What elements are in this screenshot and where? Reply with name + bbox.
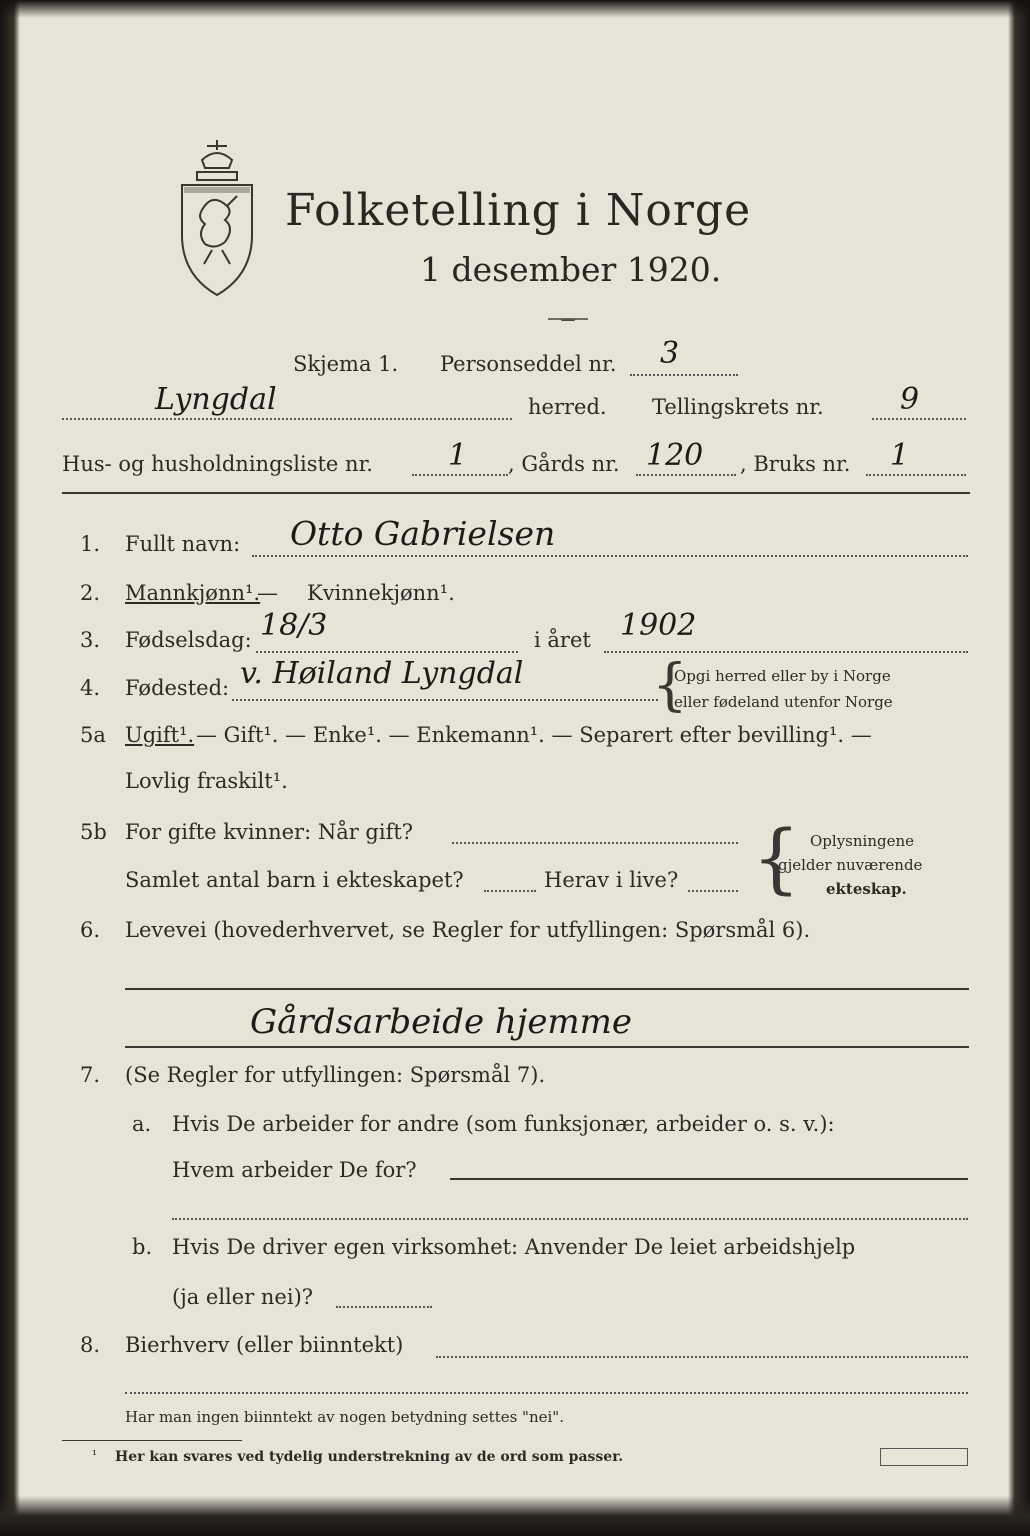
tellingskrets-value[interactable]: 9 <box>900 382 920 417</box>
personseddel-label: Personseddel nr. <box>440 352 617 376</box>
q7a-line-2[interactable] <box>172 1218 968 1220</box>
q7a-label-2: Hvem arbeider De for? <box>172 1158 417 1182</box>
gards-line <box>636 474 736 476</box>
hus-line <box>412 474 508 476</box>
gender-separator: — <box>257 581 278 605</box>
q5b-brace: { <box>752 813 801 902</box>
full-name-value[interactable]: Otto Gabrielsen <box>290 514 556 553</box>
footnote-rule <box>62 1440 242 1441</box>
gards-value[interactable]: 120 <box>646 438 704 473</box>
q2-number: 2. <box>80 581 101 605</box>
bruks-label: , Bruks nr. <box>740 452 851 476</box>
gards-label: , Gårds nr. <box>508 452 620 476</box>
q5b-label-children: Samlet antal barn i ekteskapet? <box>125 868 464 892</box>
footnote-text: Her kan svares ved tydelig understrekning av de ord som passer. <box>115 1449 624 1465</box>
birthplace-value[interactable]: v. Høiland Lyngdal <box>240 656 524 691</box>
bruks-line <box>866 474 966 476</box>
q5b-label-married: For gifte kvinner: Når gift? <box>125 820 414 844</box>
q5b-note-3: ekteskap. <box>826 880 907 898</box>
personseddel-line <box>630 374 738 376</box>
q1-line <box>252 555 968 557</box>
q8-line[interactable] <box>436 1356 968 1358</box>
q7a-letter: a. <box>132 1112 152 1136</box>
q6-line-2 <box>125 1046 969 1048</box>
q7a-line-1[interactable] <box>450 1178 968 1180</box>
q4-line <box>232 699 658 701</box>
q1-label: Fullt navn: <box>125 532 241 556</box>
scan-edge-left <box>0 0 20 1536</box>
q5b-number: 5b <box>80 820 107 844</box>
header-divider <box>62 492 970 494</box>
ornament-divider-icon <box>538 317 598 321</box>
q1-number: 1. <box>80 532 101 556</box>
form-subtitle: 1 desember 1920. <box>420 250 722 289</box>
q4-note-1: Opgi herred eller by i Norge <box>674 667 891 685</box>
q7-number: 7. <box>80 1063 101 1087</box>
norwegian-coat-of-arms-icon <box>172 140 262 300</box>
printer-stamp <box>880 1448 968 1466</box>
q8-label: Bierhverv (eller biinntekt) <box>125 1333 404 1357</box>
marital-other-options[interactable]: — Gift¹. — Enke¹. — Enkemann¹. — Separert efter bevilling¹. — <box>196 723 872 747</box>
herred-value[interactable]: Lyngdal <box>155 382 277 417</box>
form-title: Folketelling i Norge <box>285 185 752 236</box>
q5b-children-line <box>484 890 536 892</box>
q3-line <box>256 651 518 653</box>
q4-label: Fødested: <box>125 676 230 700</box>
q5b-label-alive: Herav i live? <box>544 868 679 892</box>
q3-number: 3. <box>80 628 101 652</box>
q3-label: Fødselsdag: <box>125 628 252 652</box>
q5b-note-2: gjelder nuværende <box>778 856 923 874</box>
skjema-label: Skjema 1. <box>293 352 399 376</box>
occupation-value[interactable]: Gårdsarbeide hjemme <box>250 1002 633 1042</box>
footnote-number: ¹ <box>92 1448 97 1462</box>
marital-unmarried-option[interactable]: Ugift¹. <box>125 723 195 747</box>
q5b-note-1: Oplysningene <box>810 832 915 850</box>
tellingskrets-label: Tellingskrets nr. <box>652 395 824 419</box>
q8-line-2[interactable] <box>125 1392 968 1394</box>
q4-number: 4. <box>80 676 101 700</box>
q7b-label-2: (ja eller nei)? <box>172 1285 314 1309</box>
q6-number: 6. <box>80 918 101 942</box>
scan-edge-right <box>1008 0 1030 1536</box>
hus-label: Hus- og husholdningsliste nr. <box>62 452 373 476</box>
birth-year-value[interactable]: 1902 <box>620 608 697 643</box>
personseddel-value[interactable]: 3 <box>660 336 680 371</box>
bruks-value[interactable]: 1 <box>890 438 910 473</box>
q4-brace: { <box>652 653 688 718</box>
herred-label: herred. <box>528 395 607 419</box>
q6-label: Levevei (hovederhvervet, se Regler for utfyllingen: Spørsmål 6). <box>125 918 811 942</box>
q5a-number: 5a <box>80 723 106 747</box>
q5b-married-line <box>452 842 738 844</box>
q6-line-1 <box>125 988 969 990</box>
q7b-letter: b. <box>132 1235 153 1259</box>
scan-edge-bottom <box>0 1496 1030 1536</box>
marital-divorced-option[interactable]: Lovlig fraskilt¹. <box>125 769 288 793</box>
q7-label: (Se Regler for utfyllingen: Spørsmål 7). <box>125 1063 546 1087</box>
q4-note-2: eller fødeland utenfor Norge <box>674 693 893 711</box>
q7b-label: Hvis De driver egen virksomhet: Anvender De leiet arbeidshjelp <box>172 1235 856 1259</box>
tellingskrets-line <box>872 418 966 420</box>
gender-male-option[interactable]: Mannkjønn¹. <box>125 581 261 605</box>
birthday-value[interactable]: 18/3 <box>260 608 328 643</box>
q3-year-label: i året <box>534 628 591 652</box>
q7a-label: Hvis De arbeider for andre (som funksjonær, arbeider o. s. v.): <box>172 1112 835 1136</box>
herred-line <box>62 418 512 420</box>
q8-number: 8. <box>80 1333 101 1357</box>
q7b-line[interactable] <box>336 1306 432 1308</box>
q5b-alive-line <box>688 890 738 892</box>
hus-value[interactable]: 1 <box>448 438 468 473</box>
scan-edge-top <box>0 0 1030 18</box>
note-nei: Har man ingen biinntekt av nogen betydning settes "nei". <box>125 1408 564 1426</box>
gender-female-option[interactable]: Kvinnekjønn¹. <box>307 581 455 605</box>
